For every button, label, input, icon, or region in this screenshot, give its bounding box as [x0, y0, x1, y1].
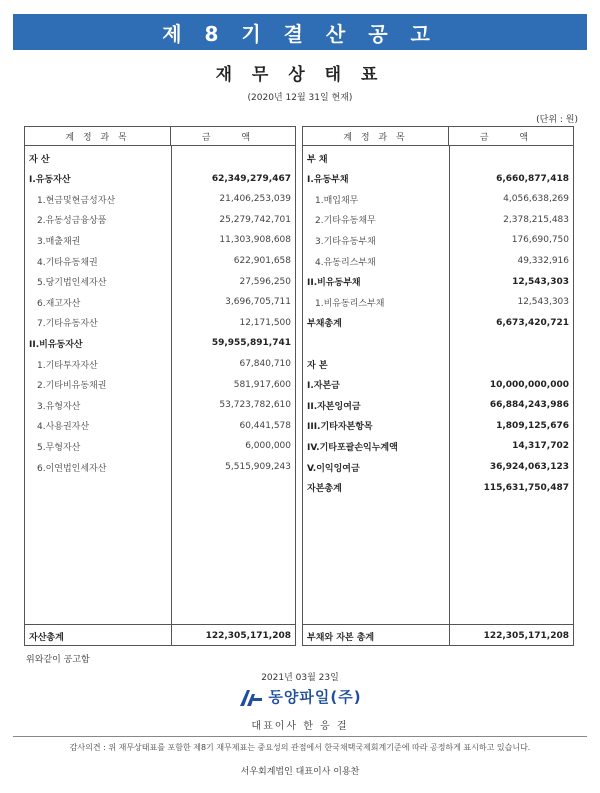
- table-row: [303, 252, 573, 270]
- table-row: [25, 170, 295, 188]
- divider: [13, 736, 587, 737]
- account-label: 1.현금및현금성자산: [37, 195, 116, 206]
- account-label: 4.사용권자산: [37, 422, 90, 433]
- table-row: [303, 293, 573, 311]
- company-logo-icon: [238, 688, 264, 706]
- table-row: [25, 437, 295, 455]
- account-label: 자 산: [29, 154, 50, 165]
- header-amount: 금 액: [201, 132, 265, 143]
- table-row: [25, 396, 295, 414]
- header-account: 계 정 과 목: [303, 127, 449, 145]
- table-row: [25, 417, 295, 435]
- table-row: [25, 334, 295, 352]
- account-label: IV.기타포괄손익누계액: [307, 442, 398, 453]
- account-amount: 11,303,908,608: [219, 235, 291, 246]
- table-row: [303, 355, 573, 373]
- table-row: [303, 190, 573, 208]
- account-label: 1.매입채무: [315, 195, 359, 206]
- account-amount: 622,901,658: [233, 256, 291, 266]
- account-label: I.유동자산: [29, 175, 71, 186]
- company-signature: [0, 686, 600, 707]
- table-row: [25, 149, 295, 167]
- account-label: 5.무형자산: [37, 442, 81, 453]
- account-label: II.자본잉여금: [307, 401, 361, 412]
- account-amount: 27,596,250: [239, 276, 291, 287]
- account-label: 6.이연법인세자산: [37, 463, 107, 474]
- account-amount: 12,543,303: [517, 297, 569, 308]
- table-row: [25, 273, 295, 291]
- account-amount: 3,696,705,711: [225, 297, 291, 308]
- liabilities-equity-total-amount: 122,305,171,208: [483, 631, 569, 641]
- table-header: [303, 127, 573, 146]
- account-amount: 6,000,000: [245, 441, 291, 452]
- account-label: III.기타자본항목: [307, 422, 373, 433]
- account-label: I.유동부채: [307, 175, 349, 186]
- table-row: [303, 149, 573, 167]
- account-amount: 66,884,243,986: [489, 400, 569, 411]
- account-label: 4.기타유동채권: [37, 257, 98, 268]
- account-amount: 10,000,000,000: [489, 379, 569, 390]
- table-row: [25, 376, 295, 394]
- account-label: 1.기타투자자산: [37, 360, 98, 371]
- account-amount: 59,955,891,741: [211, 338, 291, 349]
- publish-date: 2021년 03월 23일: [261, 673, 339, 683]
- assets-total-label: 자산총계: [29, 632, 64, 643]
- table-row: [25, 293, 295, 311]
- account-label: 부채총계: [307, 319, 342, 330]
- account-label: 자본총계: [307, 484, 342, 495]
- account-label: 2.기타비유동채권: [37, 381, 107, 392]
- table-row: [303, 458, 573, 476]
- header-amount: 금 액: [479, 132, 543, 143]
- account-label: 3.매출채권: [37, 236, 81, 247]
- audit-opinion: 감사의견 : 위 재무상태표를 포함한 제8기 재무제표는 중요성의 관점에서 한국채택국제회계기준에 따라 공정하게 표시하고 있습니다.: [69, 743, 531, 752]
- unit-note: (단위 : 원): [536, 115, 578, 125]
- account-label: V.이익잉여금: [307, 463, 360, 474]
- table-row: [303, 314, 573, 332]
- table-row: [25, 211, 295, 229]
- document-title: 재 무 상 태 표: [215, 65, 385, 85]
- assets-total-row: [25, 627, 295, 645]
- account-amount: 4,056,638,269: [503, 194, 569, 205]
- table-row: [303, 417, 573, 435]
- account-amount: 12,543,303: [512, 276, 569, 287]
- account-label: 6.재고자산: [37, 298, 81, 309]
- table-row: [303, 170, 573, 188]
- assets-table: [24, 126, 296, 646]
- account-label: 2.기타유동채무: [315, 216, 376, 227]
- account-label: 7.기타유동자산: [37, 319, 98, 330]
- table-row: [303, 437, 573, 455]
- account-label: 3.유형자산: [37, 401, 81, 412]
- account-amount: 49,332,916: [517, 256, 569, 266]
- account-label: 4.유동리스부채: [315, 257, 376, 268]
- liabilities-equity-table: [302, 126, 574, 646]
- table-row: [303, 231, 573, 249]
- account-label: 2.유동성금융상품: [37, 216, 107, 227]
- account-amount: 36,924,063,123: [489, 462, 569, 472]
- account-label: II.비유동자산: [29, 339, 83, 350]
- table-row: [25, 190, 295, 208]
- assets-total-amount: 122,305,171,208: [205, 631, 291, 641]
- account-amount: 25,279,742,701: [219, 214, 291, 225]
- auditor-name: 서우회계법인 대표이사 이용찬: [240, 767, 360, 777]
- liabilities-equity-total-row: [303, 627, 573, 645]
- account-amount: 12,171,500: [239, 317, 291, 328]
- table-row: [25, 314, 295, 332]
- account-amount: 60,441,578: [239, 420, 291, 431]
- account-label: 1.비유동리스부채: [315, 298, 385, 309]
- announcement-text: 위와같이 공고함: [26, 655, 90, 665]
- total-divider: [25, 624, 295, 625]
- header-account: 계 정 과 목: [25, 127, 171, 145]
- account-amount: 581,917,600: [233, 379, 291, 390]
- table-row: [303, 479, 573, 497]
- ceo-name: 대표이사 한 응 걸: [251, 721, 349, 732]
- company-name: 동양파일(주): [268, 688, 362, 706]
- liabilities-equity-total-label: 부채와 자본 총계: [307, 632, 375, 643]
- account-amount: 6,660,877,418: [496, 173, 569, 184]
- account-label: 부 채: [307, 154, 328, 165]
- table-header: [25, 127, 295, 146]
- table-row: [25, 231, 295, 249]
- table-row: [303, 376, 573, 394]
- notice-banner: 제 8 기 결 산 공 고: [13, 14, 587, 50]
- table-row: [25, 355, 295, 373]
- account-amount: 62,349,279,467: [211, 173, 291, 184]
- account-amount: 6,673,420,721: [496, 317, 569, 328]
- as-of-date: (2020년 12월 31일 현재): [247, 93, 353, 103]
- account-label: 3.기타유동부채: [315, 236, 376, 247]
- account-amount: 14,317,702: [512, 441, 569, 452]
- account-amount: 2,378,215,483: [503, 214, 569, 225]
- account-label: 자 본: [307, 360, 328, 371]
- table-row: [303, 211, 573, 229]
- table-row: [303, 396, 573, 414]
- account-label: II.비유동부채: [307, 278, 361, 289]
- table-row: [25, 458, 295, 476]
- account-label: I.자본금: [307, 381, 340, 392]
- account-amount: 53,723,782,610: [219, 400, 291, 411]
- account-amount: 21,406,253,039: [219, 194, 291, 205]
- account-amount: 67,840,710: [239, 359, 291, 369]
- account-label: 5.당기법인세자산: [37, 278, 107, 289]
- account-amount: 115,631,750,487: [483, 482, 569, 493]
- table-row: [25, 252, 295, 270]
- account-amount: 1,809,125,676: [496, 420, 569, 431]
- table-row: [303, 334, 573, 352]
- account-amount: 176,690,750: [511, 235, 569, 246]
- account-amount: 5,515,909,243: [225, 462, 291, 472]
- table-row: [303, 273, 573, 291]
- total-divider: [303, 624, 573, 625]
